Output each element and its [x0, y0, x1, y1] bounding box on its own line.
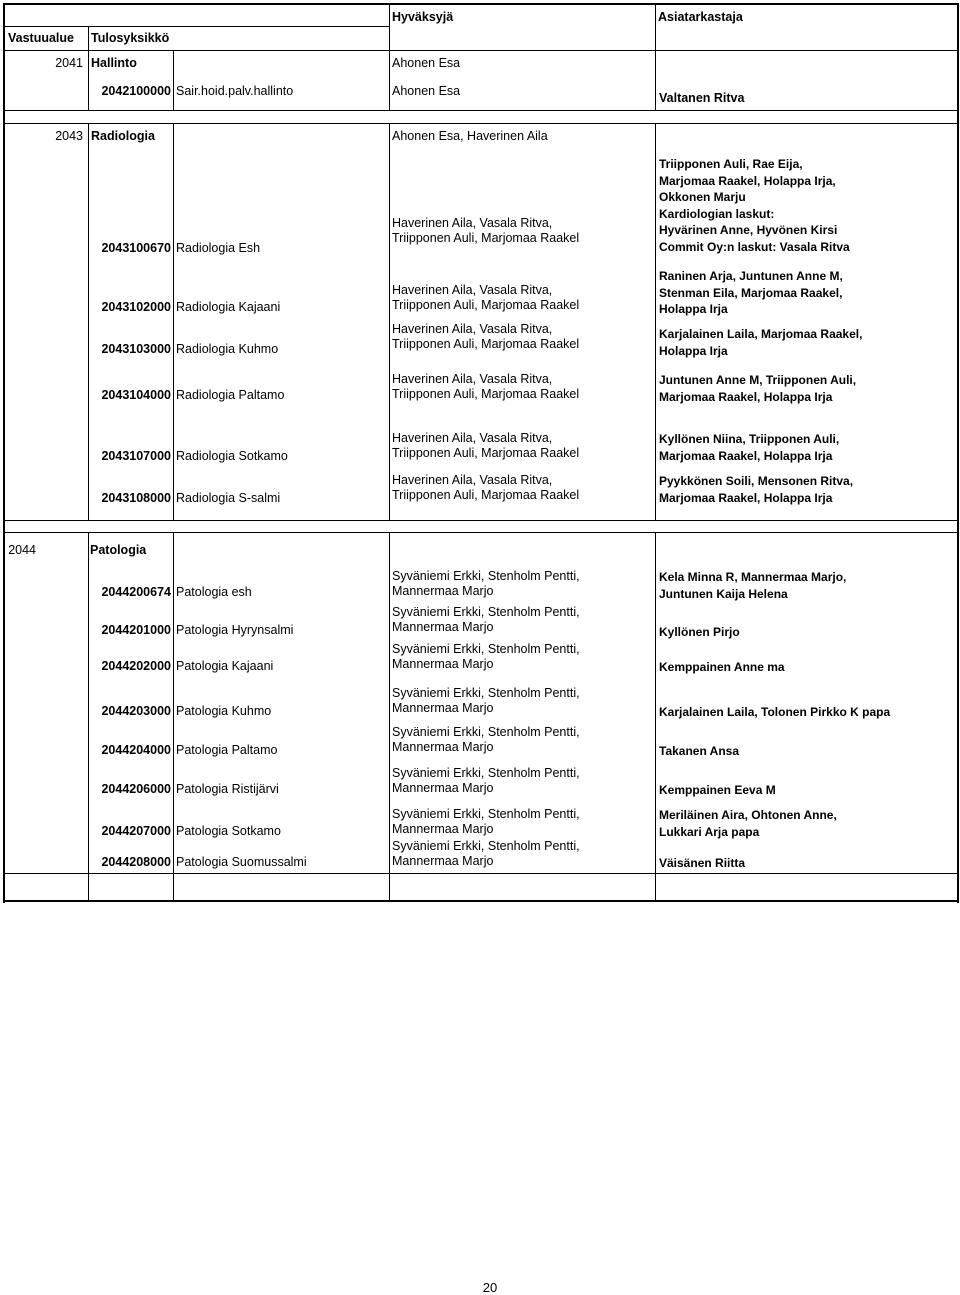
column-line — [655, 123, 656, 520]
unit-name: Patologia Paltamo — [176, 743, 278, 757]
frame-bottom — [3, 900, 959, 902]
section-gap-line — [3, 110, 959, 111]
column-line — [88, 50, 89, 110]
unit-approvers — [392, 569, 580, 599]
unit-approvers — [392, 372, 579, 402]
column-line — [173, 50, 174, 110]
unit-checkers-line: Kyllönen Niina, Triipponen Auli, — [659, 432, 840, 446]
unit-approvers — [392, 686, 580, 716]
unit-code: 2043103000 — [101, 342, 171, 356]
unit-code: 2043102000 — [101, 300, 171, 314]
unit-checkers-line: Pyykkönen Soili, Mensonen Ritva, — [659, 474, 854, 488]
unit-approvers-line: Haverinen Aila, Vasala Ritva, — [392, 283, 553, 297]
section-top-line — [3, 50, 959, 51]
header-hyvaksyja: Hyväksyjä — [392, 10, 454, 24]
column-line — [173, 123, 174, 520]
unit-checkers-line: Juntunen Anne M, Triipponen Auli, — [659, 373, 857, 387]
unit-code: 2043107000 — [101, 449, 171, 463]
unit-checkers-line: Kemppainen Anne ma — [659, 660, 785, 674]
unit-checkers-line: Kardiologian laskut: — [659, 206, 775, 221]
section-code: 2041 — [55, 56, 83, 70]
unit-approvers-line: Syväniemi Erkki, Stenholm Pentti, — [392, 686, 580, 700]
unit-checkers — [659, 268, 843, 318]
unit-approvers — [392, 766, 580, 796]
section-gap-line — [3, 520, 959, 521]
unit-checkers-line: Commit Oy:n laskut: Vasala Ritva — [659, 239, 850, 254]
unit-approvers-line: Haverinen Aila, Vasala Ritva, — [392, 473, 553, 487]
unit-approvers — [392, 807, 580, 837]
unit-approvers-line: Triipponen Auli, Marjomaa Raakel — [392, 337, 580, 351]
unit-checkers — [659, 569, 846, 602]
unit-approvers — [392, 725, 580, 755]
unit-checkers-line: Hyvärinen Anne, Hyvönen Kirsi — [659, 223, 838, 237]
section-code: 2044 — [8, 543, 36, 557]
unit-checkers — [659, 326, 862, 359]
page-number: 20 — [482, 1280, 498, 1295]
unit-approvers — [392, 84, 460, 99]
unit-approvers — [392, 283, 579, 313]
unit-code: 2042100000 — [101, 84, 171, 98]
unit-code: 2044201000 — [101, 623, 171, 637]
unit-code: 2044208000 — [101, 855, 171, 869]
unit-approvers — [392, 605, 580, 635]
unit-checkers-line: Stenman Eila, Marjomaa Raakel, — [659, 285, 843, 300]
unit-approvers — [392, 839, 580, 869]
unit-checkers — [659, 156, 850, 255]
section-code: 2043 — [55, 129, 83, 143]
unit-checkers — [659, 624, 740, 641]
unit-checkers-line: Lukkari Arja papa — [659, 824, 760, 839]
unit-name: Radiologia Esh — [176, 241, 261, 255]
unit-checkers-line: Karjalainen Laila, Tolonen Pirkko K papa — [659, 705, 891, 719]
unit-code: 2044204000 — [101, 743, 171, 757]
frame-top — [3, 3, 959, 5]
unit-code: 2044207000 — [101, 824, 171, 838]
unit-checkers-line: Takanen Ansa — [659, 744, 740, 758]
section-top-line — [3, 532, 959, 533]
unit-checkers — [659, 782, 776, 799]
unit-name: Radiologia Kuhmo — [176, 342, 279, 356]
section-name: Hallinto — [91, 56, 137, 70]
unit-name: Patologia Suomussalmi — [176, 855, 307, 869]
unit-checkers-line: Kemppainen Eeva M — [659, 783, 776, 797]
unit-checkers — [659, 91, 744, 106]
unit-approvers — [392, 642, 580, 672]
header-divider-0 — [88, 27, 89, 50]
unit-approvers-line: Haverinen Aila, Vasala Ritva, — [392, 431, 553, 445]
unit-name: Radiologia Sotkamo — [176, 449, 288, 463]
unit-checkers — [659, 855, 745, 872]
unit-name: Patologia Ristijärvi — [176, 782, 279, 796]
unit-approvers-line: Mannermaa Marjo — [392, 584, 494, 598]
header-tulosyksikko: Tulosyksikkö — [91, 31, 170, 45]
unit-approvers-line: Syväniemi Erkki, Stenholm Pentti, — [392, 642, 580, 656]
unit-approvers-line: Mannermaa Marjo — [392, 854, 494, 868]
unit-approvers-line: Triipponen Auli, Marjomaa Raakel — [392, 387, 580, 401]
unit-name: Patologia Kuhmo — [176, 704, 272, 718]
unit-checkers — [659, 372, 856, 405]
unit-approvers-line: Mannermaa Marjo — [392, 822, 494, 836]
unit-code: 2044206000 — [101, 782, 171, 796]
section-top-line — [3, 123, 959, 124]
unit-checkers — [659, 807, 837, 840]
unit-approvers-line: Triipponen Auli, Marjomaa Raakel — [392, 488, 580, 502]
unit-checkers-line: Marjomaa Raakel, Holappa Irja, — [659, 173, 836, 188]
table-end-line — [3, 873, 959, 874]
header-vastuualue: Vastuualue — [8, 31, 74, 45]
unit-approvers-line: Syväniemi Erkki, Stenholm Pentti, — [392, 605, 580, 619]
unit-checkers — [659, 659, 785, 676]
section-name: Patologia — [90, 543, 147, 557]
unit-code: 2044200674 — [101, 585, 171, 599]
column-line — [173, 532, 174, 901]
section-approver: Ahonen Esa, Haverinen Aila — [392, 129, 548, 143]
unit-checkers-line: Meriläinen Aira, Ohtonen Anne, — [659, 808, 837, 822]
unit-checkers-line: Holappa Irja — [659, 302, 728, 316]
unit-checkers-line: Marjomaa Raakel, Holappa Irja — [659, 490, 833, 505]
unit-code: 2044202000 — [101, 659, 171, 673]
unit-checkers-line: Holappa Irja — [659, 343, 728, 358]
unit-approvers-line: Syväniemi Erkki, Stenholm Pentti, — [392, 807, 580, 821]
unit-approvers-line: Syväniemi Erkki, Stenholm Pentti, — [392, 839, 580, 853]
unit-checkers — [659, 473, 853, 506]
unit-name: Patologia Sotkamo — [176, 824, 281, 838]
unit-approvers — [392, 322, 579, 352]
unit-code: 2044203000 — [101, 704, 171, 718]
unit-approvers-line: Mannermaa Marjo — [392, 781, 494, 795]
section-name: Radiologia — [91, 129, 155, 143]
unit-approvers-line: Syväniemi Erkki, Stenholm Pentti, — [392, 569, 580, 583]
frame-right — [957, 3, 959, 903]
unit-checkers-line: Raninen Arja, Juntunen Anne M, — [659, 269, 843, 283]
unit-checkers-line: Juntunen Kaija Helena — [659, 586, 788, 601]
section-approver: Ahonen Esa — [392, 56, 461, 70]
column-line — [655, 532, 656, 901]
unit-checkers — [659, 743, 739, 760]
unit-checkers-line: Okkonen Marju — [659, 190, 746, 204]
column-line — [655, 50, 656, 110]
unit-checkers-line: Marjomaa Raakel, Holappa Irja — [659, 389, 833, 404]
unit-checkers-line: Karjalainen Laila, Marjomaa Raakel, — [659, 327, 863, 341]
header-divider-1 — [389, 3, 390, 50]
unit-checkers-line: Kyllönen Pirjo — [659, 625, 740, 639]
unit-checkers-line: Väisänen Riitta — [659, 856, 746, 870]
header-asiatarkastaja: Asiatarkastaja — [658, 10, 743, 24]
unit-approvers-line: Syväniemi Erkki, Stenholm Pentti, — [392, 725, 580, 739]
unit-checkers-line: Triipponen Auli, Rae Eija, — [659, 157, 803, 171]
unit-approvers-line: Mannermaa Marjo — [392, 620, 494, 634]
unit-code: 2043100670 — [101, 241, 171, 255]
unit-approvers-line: Triipponen Auli, Marjomaa Raakel — [392, 446, 580, 460]
unit-approvers — [392, 216, 579, 246]
unit-checkers — [659, 431, 839, 464]
unit-approvers — [392, 473, 579, 503]
unit-name: Sair.hoid.palv.hallinto — [176, 84, 294, 98]
unit-approvers-line: Ahonen Esa — [392, 84, 461, 98]
unit-approvers-line: Haverinen Aila, Vasala Ritva, — [392, 322, 553, 336]
unit-code: 2043108000 — [101, 491, 171, 505]
column-line — [389, 532, 390, 901]
unit-name: Radiologia Paltamo — [176, 388, 285, 402]
unit-name: Patologia Hyrynsalmi — [176, 623, 294, 637]
unit-approvers-line: Haverinen Aila, Vasala Ritva, — [392, 216, 553, 230]
unit-approvers-line: Mannermaa Marjo — [392, 701, 494, 715]
header-subline — [3, 26, 389, 27]
column-line — [389, 50, 390, 110]
unit-checkers — [659, 704, 890, 721]
unit-approvers-line: Syväniemi Erkki, Stenholm Pentti, — [392, 766, 580, 780]
unit-code: 2043104000 — [101, 388, 171, 402]
unit-approvers-line: Mannermaa Marjo — [392, 657, 494, 671]
unit-name: Patologia Kajaani — [176, 659, 274, 673]
unit-name: Radiologia S-salmi — [176, 491, 281, 505]
unit-approvers — [392, 431, 579, 461]
unit-approvers-line: Haverinen Aila, Vasala Ritva, — [392, 372, 553, 386]
column-line — [389, 123, 390, 520]
unit-approvers-line: Triipponen Auli, Marjomaa Raakel — [392, 298, 580, 312]
unit-checkers-line: Valtanen Ritva — [659, 91, 745, 105]
unit-approvers-line: Triipponen Auli, Marjomaa Raakel — [392, 231, 580, 245]
header-divider-2 — [655, 3, 656, 50]
unit-approvers-line: Mannermaa Marjo — [392, 740, 494, 754]
unit-name: Radiologia Kajaani — [176, 300, 281, 314]
unit-name: Patologia esh — [176, 585, 252, 599]
unit-checkers-line: Marjomaa Raakel, Holappa Irja — [659, 448, 833, 463]
unit-checkers-line: Kela Minna R, Mannermaa Marjo, — [659, 570, 847, 584]
